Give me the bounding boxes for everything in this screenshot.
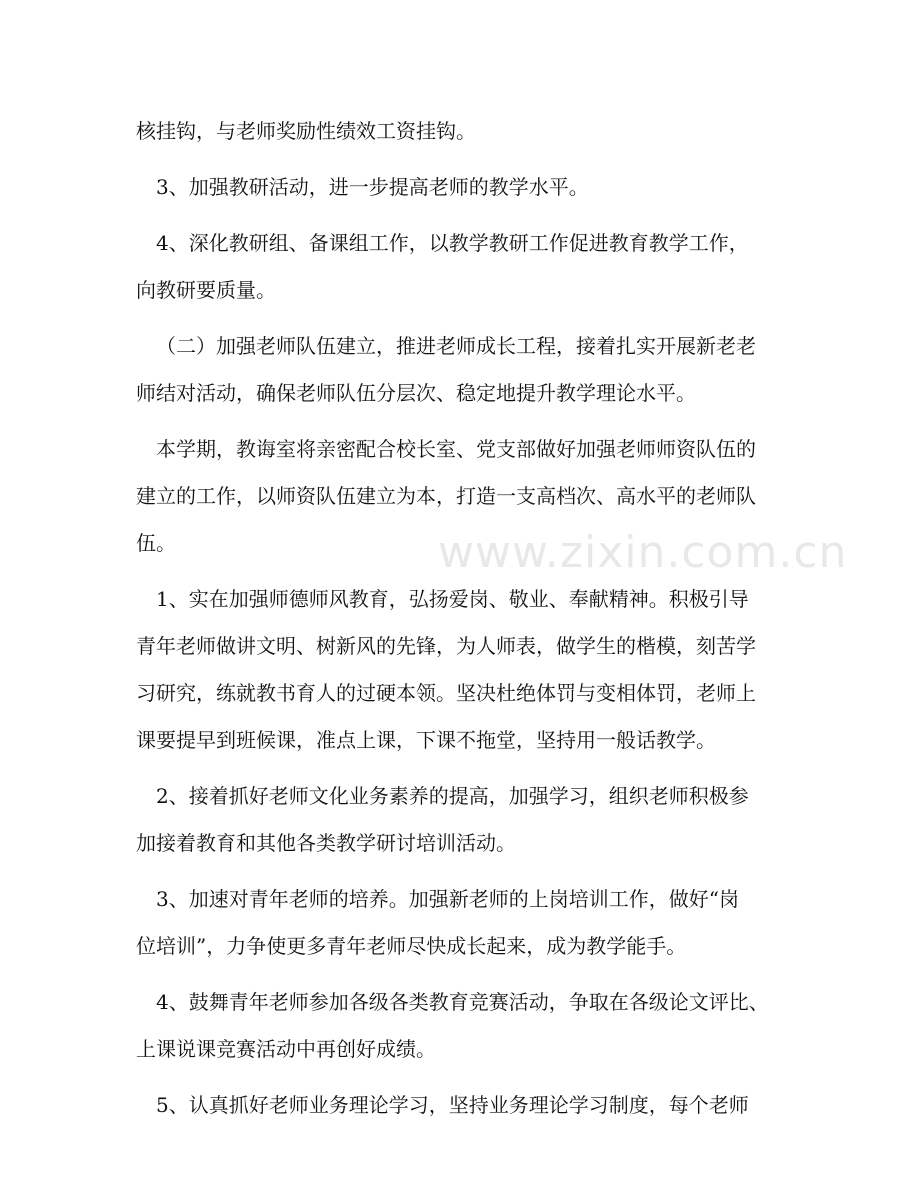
paragraph (136, 220, 788, 314)
document-body (136, 108, 788, 1129)
text-line: 4、鼓舞青年老师参加各级各类教育竞赛活动，争取在各级论文评比、 (156, 990, 769, 1014)
text-line: 3、加强教研活动，进一步提高老师的教学水平。 (156, 175, 589, 199)
text-line: 5、认真抓好老师业务理论学习，坚持业务理论学习制度，每个老师 (156, 1093, 749, 1117)
text-line: 本学期，教诲室将亲密配合校长室、党支部做好加强老师师资队伍的 (156, 437, 756, 461)
paragraph (136, 979, 788, 1073)
text-line: 习研究，练就教书育人的过硬本领。坚决杜绝体罚与变相体罚，老师上 (136, 681, 756, 705)
text-line: 课要提早到班候课，准点上课，下课不拖堂，坚持用一般话教学。 (136, 728, 716, 752)
text-line: 向教研要质量。 (136, 278, 276, 302)
text-line: 3、加速对青年老师的培养。加强新老师的上岗培训工作，做好“岗 (156, 887, 739, 911)
text-line: 师结对活动，确保老师队伍分层次、稳定地提升教学理论水平。 (136, 381, 696, 405)
text-line: 加接着教育和其他各类教学研讨培训活动。 (136, 831, 516, 855)
text-line: 2、接着抓好老师文化业务素养的提高，加强学习，组织老师积极参 (156, 784, 749, 808)
paragraph (136, 323, 788, 417)
text-line: 上课说课竞赛活动中再创好成绩。 (136, 1037, 436, 1061)
text-line: 伍。 (136, 531, 176, 555)
text-line: 建立的工作，以师资队伍建立为本，打造一支高档次、高水平的老师队 (136, 484, 756, 508)
watermark: www.zixin.com.cn (438, 527, 848, 578)
paragraph (136, 108, 788, 155)
text-line: 位培训”，力争使更多青年老师尽快成长起来，成为教学能手。 (136, 934, 687, 958)
text-line: 核挂钩，与老师奖励性绩效工资挂钩。 (136, 119, 476, 143)
text-line: （二）加强老师队伍建立，推进老师成长工程，接着扎实开展新老老 (156, 334, 756, 358)
paragraph (136, 576, 788, 764)
text-line: 4、深化教研组、备课组工作，以教学教研工作促进教育教学工作， (156, 231, 749, 255)
text-line: 1、实在加强师德师风教育，弘扬爱岗、敬业、奉献精神。积极引导 (156, 587, 749, 611)
text-line: 青年老师做讲文明、树新风的先锋，为人师表，做学生的楷模，刻苦学 (136, 634, 756, 658)
paragraph (136, 876, 788, 970)
paragraph (136, 1082, 788, 1129)
paragraph (136, 164, 788, 211)
paragraph (136, 773, 788, 867)
